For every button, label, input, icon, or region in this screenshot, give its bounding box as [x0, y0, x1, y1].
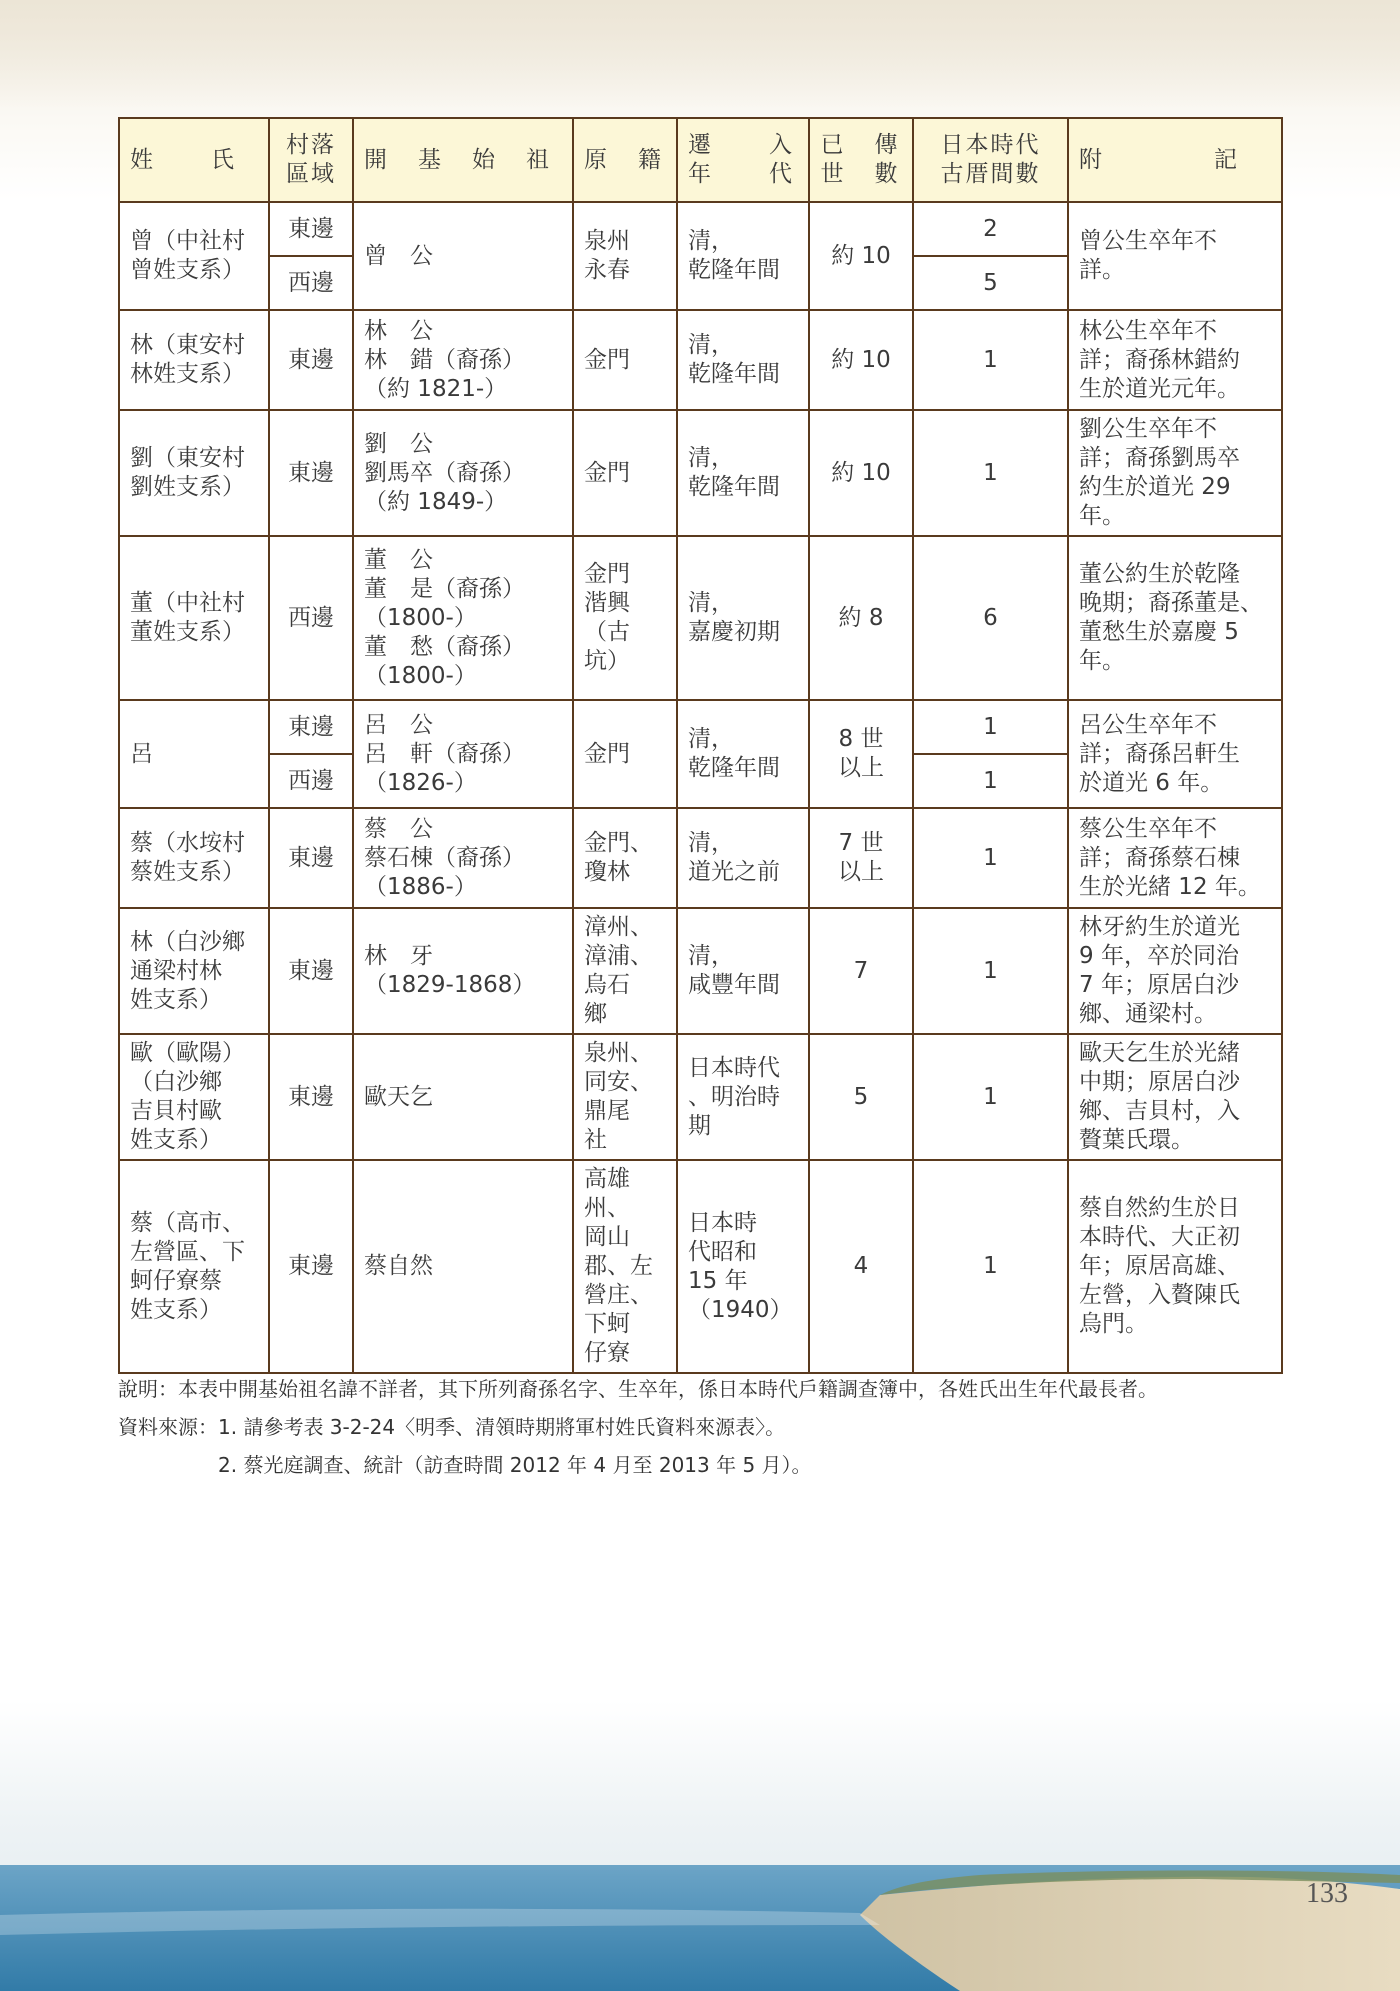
cell-migration: 清， 乾隆年間 — [677, 410, 809, 536]
cell-region: 西邊 — [269, 754, 353, 808]
cell-surname: 董（中社村 董姓支系） — [119, 536, 269, 700]
note-explanation: 說明：本表中開基始祖名諱不詳者，其下所列裔孫名字、生卒年，係日本時代戶籍調查簿中，各姓氏出生年代最長者。 — [118, 1377, 1158, 1401]
cell-founder: 劉 公 劉馬卒（裔孫） （約 1849-） — [353, 410, 573, 536]
cell-houses: 1 — [913, 754, 1068, 808]
cell-generations: 7 — [809, 908, 913, 1034]
header-migration: 遷 入 年 代 — [677, 118, 809, 202]
header-houses: 日本時代 古厝間數 — [913, 118, 1068, 202]
cell-migration: 清， 道光之前 — [677, 808, 809, 908]
table-row — [119, 808, 1282, 908]
cell-founder: 蔡 公 蔡石棟（裔孫） （1886-） — [353, 808, 573, 908]
cell-origin: 漳州、 漳浦、 烏石 鄉 — [573, 908, 677, 1034]
cell-surname: 林（白沙鄉 通梁村林 姓支系） — [119, 908, 269, 1034]
cell-region: 東邊 — [269, 1034, 353, 1160]
cell-founder: 董 公 董 是（裔孫） （1800-） 董 愁（裔孫） （1800-） — [353, 536, 573, 700]
header-generations: 已 傳 世 數 — [809, 118, 913, 202]
cell-origin: 金門 — [573, 410, 677, 536]
cell-region: 東邊 — [269, 808, 353, 908]
header-region: 村落 區域 — [269, 118, 353, 202]
cell-generations: 7 世 以上 — [809, 808, 913, 908]
cell-surname: 蔡（高市、 左營區、下 蚵仔寮蔡 姓支系） — [119, 1160, 269, 1373]
cell-houses: 1 — [913, 908, 1068, 1034]
table-row — [119, 202, 1282, 256]
cell-migration: 日本時代 、明治時 期 — [677, 1034, 809, 1160]
table-row — [119, 310, 1282, 410]
cell-origin: 泉州 永春 — [573, 202, 677, 310]
cell-founder: 林 公 林 錯（裔孫） （約 1821-） — [353, 310, 573, 410]
table-row — [119, 1034, 1282, 1160]
surname-table-container — [118, 117, 1281, 1374]
cell-generations: 4 — [809, 1160, 913, 1373]
cell-houses: 1 — [913, 700, 1068, 754]
note-source-2: 2. 蔡光庭調查、統計（訪查時間 2012 年 4 月至 2013 年 5 月）。 — [118, 1453, 812, 1477]
page-number: 133 — [1306, 1878, 1348, 1909]
cell-surname: 歐（歐陽） （白沙鄉 吉貝村歐 姓支系） — [119, 1034, 269, 1160]
cell-region: 西邊 — [269, 536, 353, 700]
cell-houses: 1 — [913, 310, 1068, 410]
cell-migration: 清， 乾隆年間 — [677, 310, 809, 410]
cell-houses: 1 — [913, 1160, 1068, 1373]
cell-origin: 泉州、 同安、 鼎尾 社 — [573, 1034, 677, 1160]
cell-region: 東邊 — [269, 1160, 353, 1373]
table-row — [119, 908, 1282, 1034]
table-row — [119, 410, 1282, 536]
cell-surname: 林（東安村 林姓支系） — [119, 310, 269, 410]
cell-notes: 林公生卒年不 詳；裔孫林錯約 生於道光元年。 — [1068, 310, 1282, 410]
cell-surname: 蔡（水垵村 蔡姓支系） — [119, 808, 269, 908]
coastline-illustration — [0, 1855, 1400, 1991]
header-surname: 姓 氏 — [119, 118, 269, 202]
cell-migration: 日本時 代昭和 15 年 （1940） — [677, 1160, 809, 1373]
cell-origin: 金門 — [573, 700, 677, 808]
cell-surname: 劉（東安村 劉姓支系） — [119, 410, 269, 536]
cell-notes: 劉公生卒年不 詳；裔孫劉馬卒 約生於道光 29 年。 — [1068, 410, 1282, 536]
header-founder: 開 基 始 祖 — [353, 118, 573, 202]
cell-houses: 1 — [913, 808, 1068, 908]
cell-region: 東邊 — [269, 410, 353, 536]
table-row — [119, 536, 1282, 700]
cell-houses: 1 — [913, 410, 1068, 536]
note-source-1: 資料來源：1. 請參考表 3-2-24〈明季、清領時期將軍村姓氏資料來源表〉。 — [118, 1415, 786, 1439]
cell-region: 東邊 — [269, 310, 353, 410]
cell-generations: 約 10 — [809, 310, 913, 410]
cell-houses: 6 — [913, 536, 1068, 700]
cell-generations: 約 10 — [809, 410, 913, 536]
cell-generations: 約 10 — [809, 202, 913, 310]
cell-houses: 1 — [913, 1034, 1068, 1160]
table-row — [119, 1160, 1282, 1373]
cell-region: 東邊 — [269, 700, 353, 754]
cell-notes: 呂公生卒年不 詳；裔孫呂軒生 於道光 6 年。 — [1068, 700, 1282, 808]
cell-region: 東邊 — [269, 202, 353, 256]
surname-table — [118, 117, 1283, 1374]
cell-notes: 蔡公生卒年不 詳；裔孫蔡石棟 生於光緒 12 年。 — [1068, 808, 1282, 908]
cell-notes: 蔡自然約生於日 本時代、大正初 年；原居高雄、 左營，入贅陳氏 烏門。 — [1068, 1160, 1282, 1373]
page-top-background — [0, 0, 1400, 110]
cell-founder: 曾 公 — [353, 202, 573, 310]
cell-houses: 2 — [913, 202, 1068, 256]
header-origin: 原 籍 — [573, 118, 677, 202]
cell-region: 西邊 — [269, 256, 353, 310]
cell-houses: 5 — [913, 256, 1068, 310]
cell-migration: 清， 咸豐年間 — [677, 908, 809, 1034]
cell-region: 東邊 — [269, 908, 353, 1034]
cell-origin: 高雄 州、 岡山 郡、左 營庄、 下蚵 仔寮 — [573, 1160, 677, 1373]
table-row — [119, 700, 1282, 754]
cell-generations: 5 — [809, 1034, 913, 1160]
cell-generations: 約 8 — [809, 536, 913, 700]
cell-migration: 清， 乾隆年間 — [677, 700, 809, 808]
table-notes — [118, 1370, 1318, 1484]
cell-founder: 蔡自然 — [353, 1160, 573, 1373]
cell-founder: 林 牙 （1829-1868） — [353, 908, 573, 1034]
cell-surname: 曾（中社村 曾姓支系） — [119, 202, 269, 310]
table-header-row — [119, 118, 1282, 202]
cell-origin: 金門 湝興 （古 坑） — [573, 536, 677, 700]
cell-surname: 呂 — [119, 700, 269, 808]
cell-notes: 歐天乞生於光緒 中期；原居白沙 鄉、吉貝村，入 贅葉氏環。 — [1068, 1034, 1282, 1160]
cell-origin: 金門 — [573, 310, 677, 410]
cell-founder: 呂 公 呂 軒（裔孫） （1826-） — [353, 700, 573, 808]
cell-migration: 清， 嘉慶初期 — [677, 536, 809, 700]
cell-generations: 8 世 以上 — [809, 700, 913, 808]
header-notes: 附 記 — [1068, 118, 1282, 202]
cell-migration: 清， 乾隆年間 — [677, 202, 809, 310]
cell-notes: 董公約生於乾隆 晚期；裔孫董是、 董愁生於嘉慶 5 年。 — [1068, 536, 1282, 700]
cell-notes: 曾公生卒年不 詳。 — [1068, 202, 1282, 310]
cell-notes: 林牙約生於道光 9 年，卒於同治 7 年；原居白沙 鄉、通梁村。 — [1068, 908, 1282, 1034]
cell-founder: 歐天乞 — [353, 1034, 573, 1160]
cell-origin: 金門、 瓊林 — [573, 808, 677, 908]
